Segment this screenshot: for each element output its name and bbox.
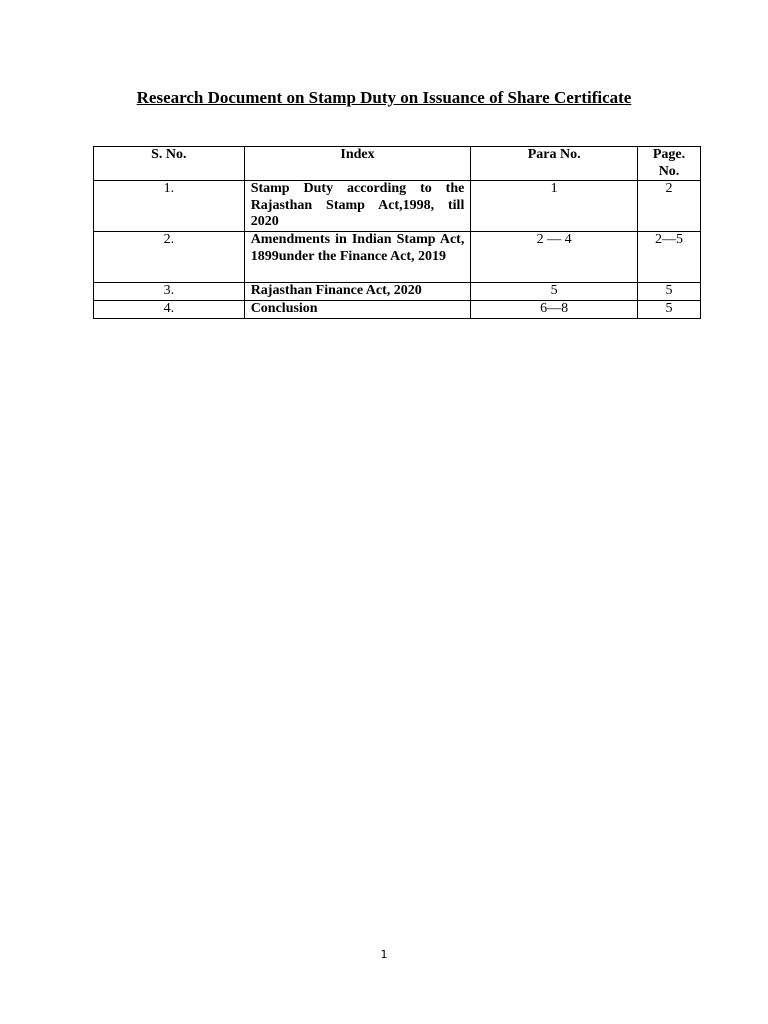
- cell-sno: 1.: [94, 181, 245, 232]
- table-row: [94, 300, 701, 318]
- cell-sno: 4.: [94, 300, 245, 318]
- cell-page-no: 2—5: [638, 232, 701, 283]
- cell-para-no: 2 — 4: [471, 232, 638, 283]
- header-sno: S. No.: [94, 147, 245, 181]
- cell-page-no: 2: [638, 181, 701, 232]
- page-number: 1: [380, 948, 388, 961]
- table-header-row: [94, 147, 701, 181]
- table-row: [94, 181, 701, 232]
- cell-index: Rajasthan Finance Act, 2020: [244, 283, 471, 301]
- cell-para-no: 1: [471, 181, 638, 232]
- cell-para-no: 5: [471, 283, 638, 301]
- cell-index: Stamp Duty according to the Rajasthan Stamp Act,1998, till 2020: [244, 181, 471, 232]
- document-title: Research Document on Stamp Duty on Issuance of Share Certificate: [136, 88, 632, 107]
- cell-index: Conclusion: [244, 300, 471, 318]
- header-index: Index: [244, 147, 471, 181]
- cell-page-no: 5: [638, 283, 701, 301]
- cell-sno: 2.: [94, 232, 245, 283]
- header-page-no: Page. No.: [638, 147, 701, 181]
- header-para-no: Para No.: [471, 147, 638, 181]
- cell-page-no: 5: [638, 300, 701, 318]
- table-row: [94, 232, 701, 283]
- cell-sno: 3.: [94, 283, 245, 301]
- table-row: [94, 283, 701, 301]
- cell-para-no: 6—8: [471, 300, 638, 318]
- cell-index: Amendments in Indian Stamp Act, 1899under the Finance Act, 2019: [244, 232, 471, 283]
- index-table: [93, 146, 701, 319]
